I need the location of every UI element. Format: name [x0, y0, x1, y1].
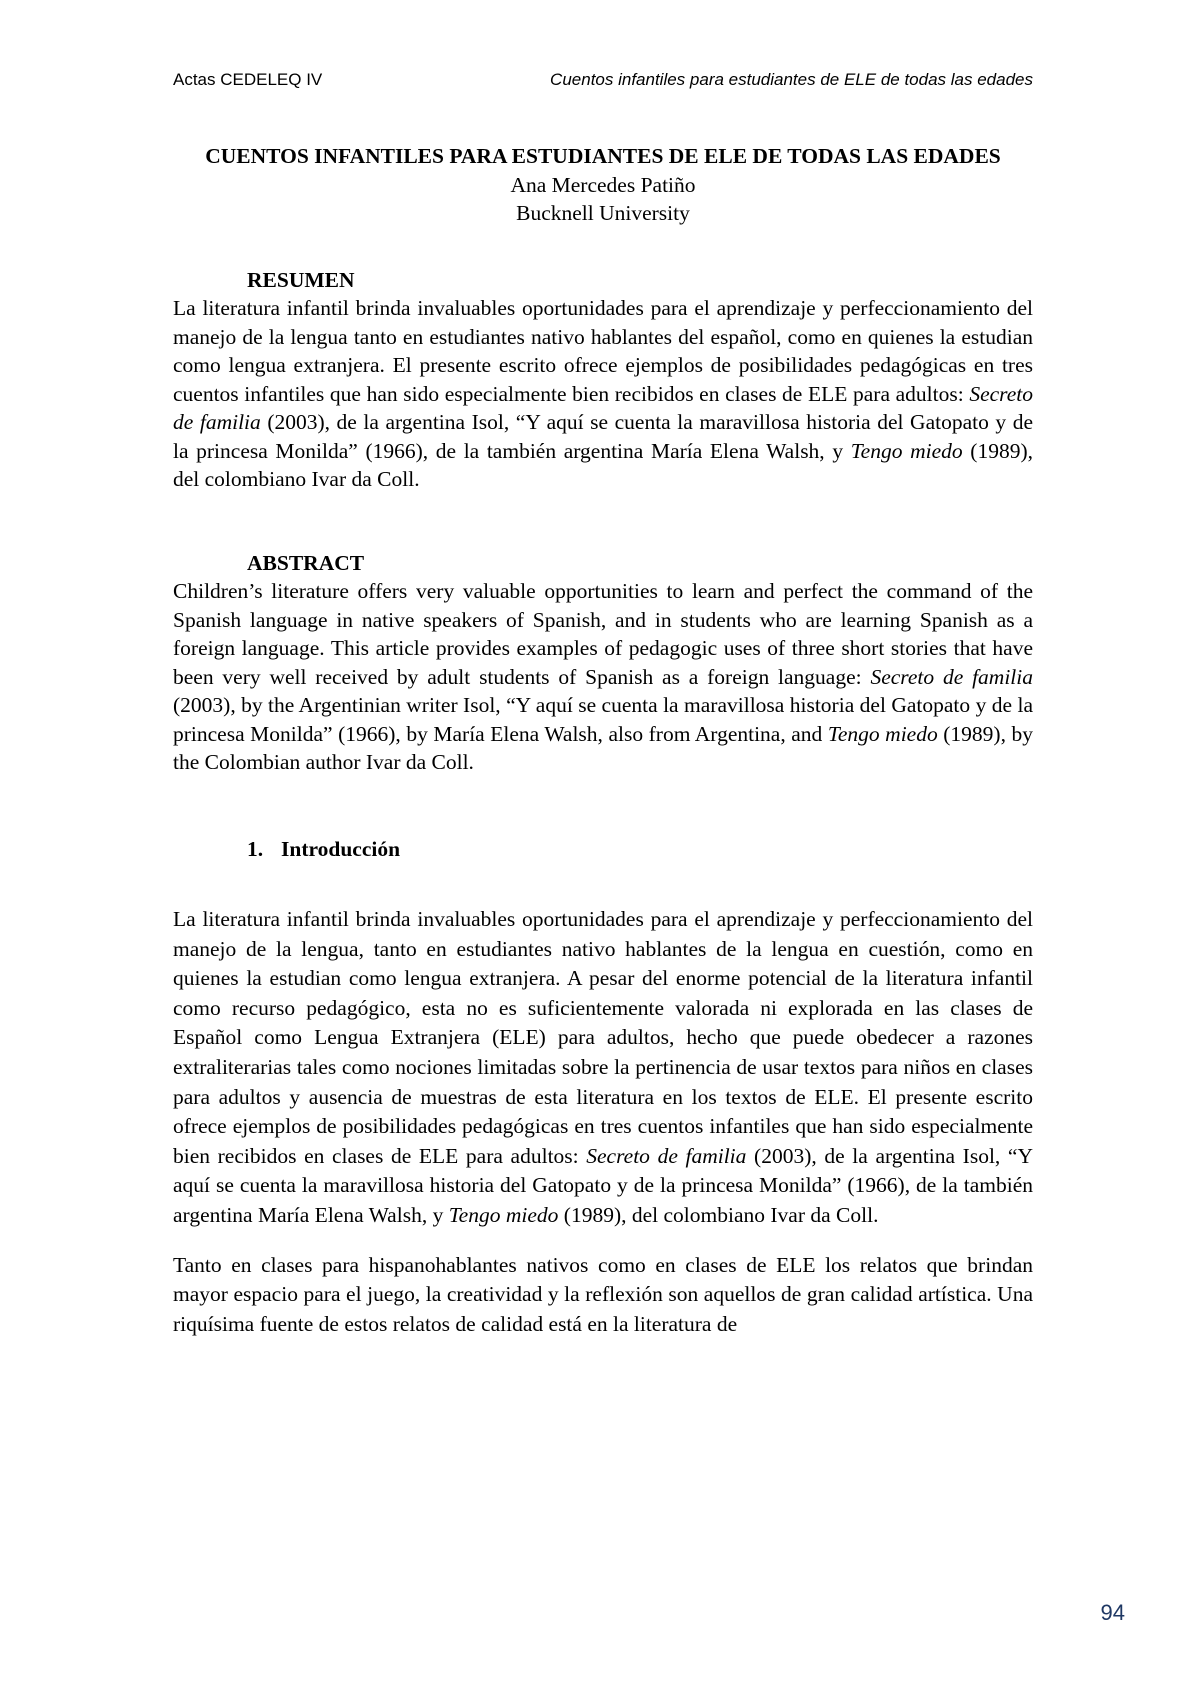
- page-number: 94: [1100, 1600, 1125, 1625]
- intro-italic-title-1: Secreto de familia: [586, 1143, 747, 1168]
- introduccion-paragraph-2: Tanto en clases para hispanohablantes nativos como en clases de ELE los relatos que brindan mayor espacio para el juego, la creatividad y la reflexión son aquellos de gran calidad artística. Una riquísima fuente de estos relatos de calidad está en la literatura de: [173, 1252, 1033, 1336]
- abstract-italic-title-2: Tengo miedo: [827, 721, 938, 746]
- section-number: 1.: [247, 836, 264, 861]
- resumen-heading: RESUMEN: [247, 267, 355, 292]
- abstract-italic-title-1: Secreto de familia: [870, 664, 1033, 689]
- article-title: CUENTOS INFANTILES PARA ESTUDIANTES DE ELE DE TODAS LAS EDADES: [205, 144, 1001, 168]
- introduccion-paragraph-1: La literatura infantil brinda invaluables oportunidades para el aprendizaje y perfeccionamiento del manejo de la lengua, tanto en estudiantes nativo hablantes de la lengua en cuestión, como en quienes la estudian como lengua extranjera. A pesar del enorme potencial de la literatura infantil como recurso pedagógico, esta no es suficientemente valorada ni explorada en las clases de Español como Lengua Extranjera (ELE) para adultos, hecho que puede obedecer a razones extraliterarias tales como nociones limitadas sobre la pertinencia de usar textos para niños en clases para adultos y ausencia de muestras de esta literatura en los textos de ELE. El presente escrito ofrece ejemplos de posibilidades pedagógicas en tres cuentos infantiles que han sido especialmente bien recibidos en clases de ELE para adultos: Secreto de familia (2003), de la argentina Isol, “Y aquí se cuenta la maravillosa historia del Gatopato y de la princesa Monilda” (1966), de la también argentina María Elena Walsh, y Tengo miedo (1989), del colombiano Ivar da Coll.: [173, 907, 1033, 1227]
- running-header: [173, 70, 1033, 100]
- header-journal: Actas CEDELEQ IV: [173, 70, 323, 89]
- abstract-text: Children’s literature offers very valuable opportunities to learn and perfect the command of the Spanish language in native speakers of Spanish, and in students who are learning Spanish as a foreign language. This article provides examples of pedagogic uses of three short stories that have been very well received by adult students of Spanish as a foreign language: Secreto de familia (2003), by the Argentinian writer Isol, “Y aquí se cuenta la maravillosa historia del Gatopato y de la princesa Monilda” (1966), by María Elena Walsh, also from Argentina, and Tengo miedo (1989), by the Colombian author Ivar da Coll.: [173, 579, 1033, 774]
- resumen-italic-title-1: Secreto de familia: [173, 381, 1033, 434]
- article-body: [173, 142, 1033, 1339]
- intro-italic-title-2: Tengo miedo: [448, 1202, 559, 1227]
- author-name: Ana Mercedes Patiño: [510, 172, 696, 197]
- resumen-italic-title-2: Tengo miedo: [850, 438, 963, 463]
- introduccion-heading: [247, 835, 1033, 864]
- abstract-heading: ABSTRACT: [247, 550, 365, 575]
- header-article-title: Cuentos infantiles para estudiantes de ELE de todas las edades: [550, 70, 1033, 89]
- resumen-text: La literatura infantil brinda invaluables oportunidades para el aprendizaje y perfeccionamiento del manejo de la lengua tanto en estudiantes nativo hablantes del español, como en quienes la estudian como lengua extranjera. El presente escrito ofrece ejemplos de posibilidades pedagógicas en tres cuentos infantiles que han sido especialmente bien recibidos en clases de ELE para adultos: Secreto de familia (2003), de la argentina Isol, “Y aquí se cuenta la maravillosa historia del Gatopato y de la princesa Monilda” (1966), de la también argentina María Elena Walsh, y Tengo miedo (1989), del colombiano Ivar da Coll.: [173, 296, 1033, 491]
- section-title: Introducción: [281, 836, 401, 861]
- author-affiliation: Bucknell University: [516, 201, 690, 225]
